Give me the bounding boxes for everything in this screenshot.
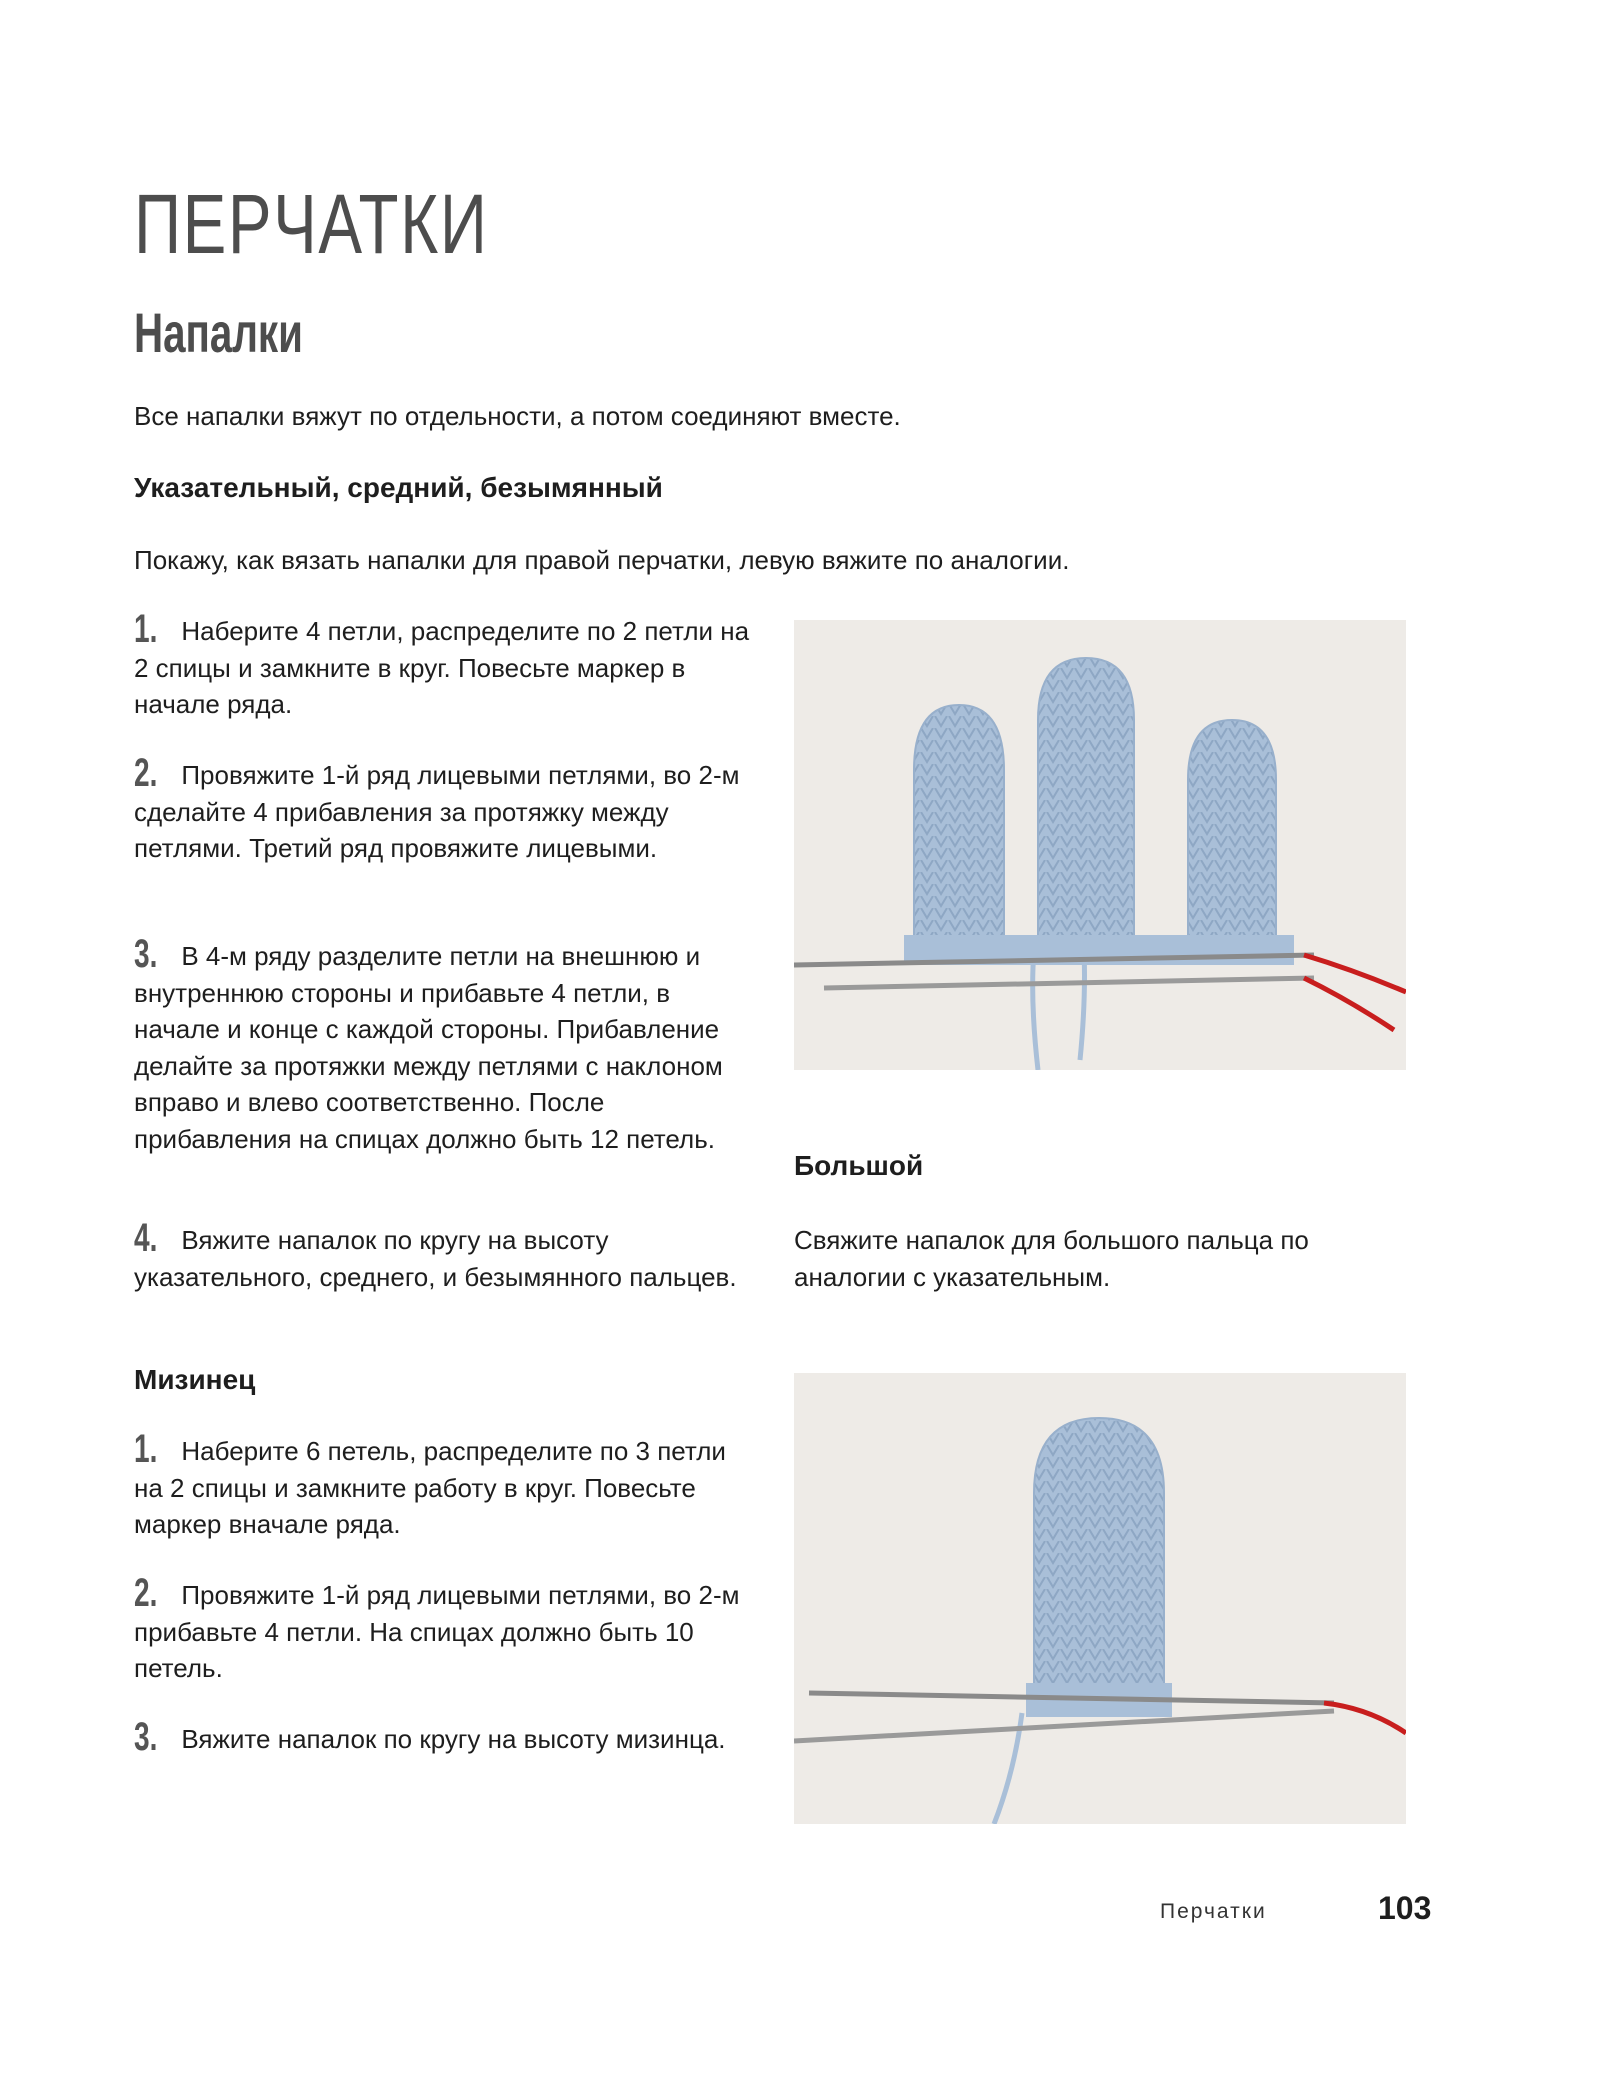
- step-text: Вяжите напалок по кругу на высоту мизинца.: [181, 1724, 726, 1754]
- section-subtitle: Напалки: [134, 301, 303, 364]
- heading-thumb: Большой: [794, 1150, 924, 1181]
- photo-single-fingertip: [794, 1373, 1406, 1824]
- intro-text: Все напалки вяжут по отдельности, а потом соединяют вместе.: [134, 401, 901, 431]
- photo-three-fingertips: [794, 620, 1406, 1070]
- footer-chapter-label: Перчатки: [1160, 1900, 1267, 1923]
- knitting-illustration-2: [794, 1373, 1406, 1824]
- step-number: 4.: [134, 1216, 158, 1260]
- lead-text: Покажу, как вязать напалки для правой перчатки, левую вяжите по аналогии.: [134, 545, 1070, 575]
- step-item: [134, 932, 754, 1157]
- thumb-text: Свяжите напалок для большого пальца по аналогии с указательным.: [794, 1225, 1309, 1292]
- step-text: Провяжите 1-й ряд лицевыми петлями, во 2-м прибавьте 4 петли. На спицах должно быть 10 петель.: [134, 1580, 740, 1683]
- step-text: Наберите 4 петли, распределите по 2 петли на 2 спицы и замкните в круг. Повесьте маркер в начале ряда.: [134, 616, 750, 719]
- step-number: 2.: [134, 1571, 158, 1615]
- step-item: [134, 751, 754, 867]
- page-number: 103: [1378, 1890, 1432, 1926]
- step-text: Вяжите напалок по кругу на высоту указательного, среднего, и безымянного пальцев.: [134, 1225, 737, 1292]
- heading-index-middle-ring: Указательный, средний, безымянный: [134, 472, 663, 503]
- step-number: 1.: [134, 607, 158, 651]
- step-number: 3.: [134, 1715, 158, 1759]
- heading-pinky: Мизинец: [134, 1364, 256, 1395]
- step-text: Наберите 6 петель, распределите по 3 петли на 2 спицы и замкните работу в круг. Повесьте маркер вначале ряда.: [134, 1436, 726, 1539]
- step-number: 2.: [134, 751, 158, 795]
- step-item: [134, 1427, 754, 1543]
- step-item: [134, 1571, 754, 1687]
- step-number: 1.: [134, 1427, 158, 1471]
- knitting-illustration-1: [794, 620, 1406, 1070]
- step-text: В 4-м ряду разделите петли на внешнюю и внутреннюю стороны и прибавьте 4 петли, в начале и конце с каждой стороны. Прибавление делайте за протяжки между петлями с наклоном вправо и влево соответственно. После прибавления на спицах должно быть 12 петель.: [134, 941, 723, 1154]
- step-item: [134, 1216, 754, 1295]
- step-number: 3.: [134, 932, 158, 976]
- step-text: Провяжите 1-й ряд лицевыми петлями, во 2-м сделайте 4 прибавления за протяжку между петлями. Третий ряд провяжите лицевыми.: [134, 760, 740, 863]
- page-title: ПЕРЧАТКИ: [134, 177, 489, 271]
- step-item: [134, 607, 754, 723]
- step-item: [134, 1715, 754, 1759]
